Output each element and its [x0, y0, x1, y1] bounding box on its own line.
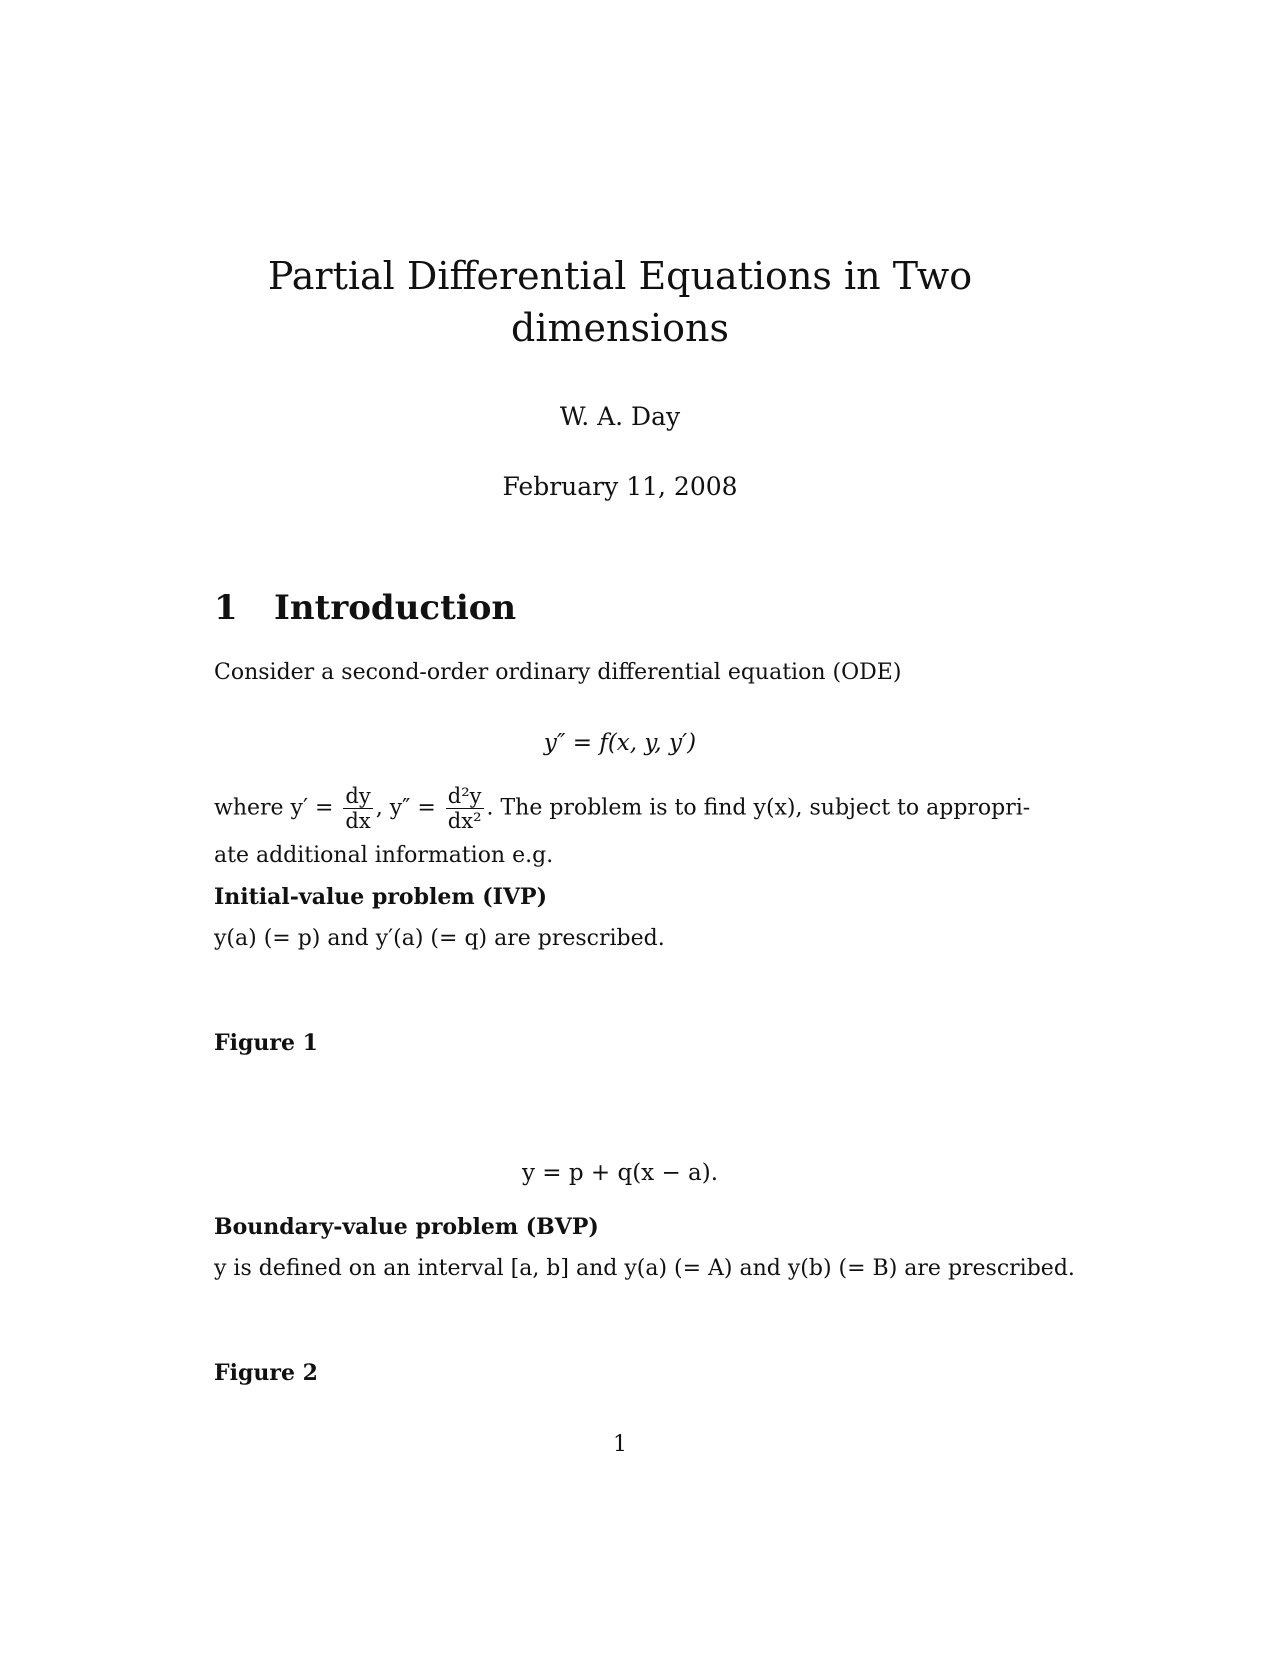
where-middle: , y″ =	[375, 795, 436, 821]
intro-paragraph: Consider a second-order ordinary differential equation (ODE)	[214, 660, 902, 685]
ivp-heading: Initial-value problem (IVP)	[214, 884, 547, 910]
d2y-dx2-fraction	[446, 784, 484, 833]
where-line	[214, 784, 1030, 833]
bvp-heading: Boundary-value problem (BVP)	[214, 1214, 599, 1240]
ivp-solution-equation: y = p + q(x − a).	[521, 1160, 719, 1186]
figure-2-label: Figure 2	[214, 1360, 318, 1386]
where-line-2: ate additional information e.g.	[214, 843, 554, 868]
paper-date: February 11, 2008	[502, 472, 738, 501]
paper-author: W. A. Day	[559, 402, 681, 431]
paper-title	[0, 250, 1240, 354]
dy-dx-denominator: dx	[345, 809, 371, 833]
where-suffix: . The problem is to find y(x), subject to appropri-	[486, 795, 1031, 821]
ivp-text: y(a) (= p) and y′(a) (= q) are prescribed.	[214, 926, 665, 951]
page-number: 1	[613, 1432, 627, 1457]
ode-equation: y″ = f(x, y, y′)	[543, 730, 697, 756]
where-prefix: where y′ =	[214, 795, 334, 821]
paper-title-line-1: Partial Differential Equations in Two	[267, 254, 973, 298]
dy-dx-numerator: dy	[345, 784, 371, 808]
bvp-text: y is defined on an interval [a, b] and y(a) (= A) and y(b) (= B) are prescribed.	[214, 1256, 1075, 1281]
figure-1-label: Figure 1	[214, 1030, 318, 1056]
section-number: 1	[214, 588, 238, 628]
d2y-dx2-numerator: d²y	[447, 784, 482, 808]
section-heading	[214, 588, 516, 628]
d2y-dx2-denominator: dx²	[447, 809, 482, 833]
paper-title-line-2: dimensions	[511, 306, 729, 350]
dy-dx-fraction	[343, 784, 372, 833]
section-title: Introduction	[274, 588, 517, 628]
